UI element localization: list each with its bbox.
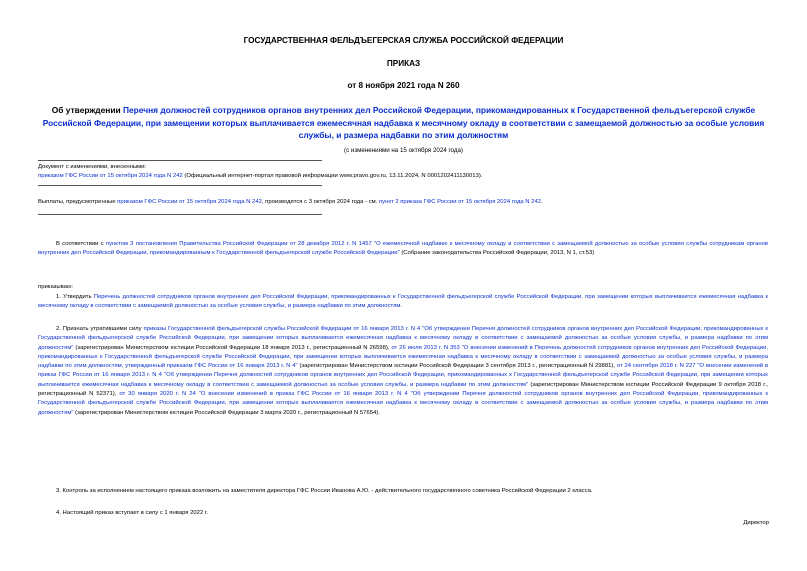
- paragraph-2: [38, 325, 768, 418]
- title-prefix: Об утверждении: [51, 105, 121, 115]
- amend-rest: (Официальный интернет-портал правовой информации www.pravo.gov.ru, 13.11.2024, N 0001202411130013).: [184, 173, 483, 180]
- payments-note: [38, 198, 768, 207]
- divider-top: [38, 160, 322, 161]
- p2-text-e: (зарегистрирован Министерством юстиции Российской Федерации 3 марта 2020 г., регистрационный N 57654).: [75, 409, 380, 416]
- payments-link-1[interactable]: приказом ГФС России от 15 октября 2024 года N 242: [117, 199, 262, 205]
- payments-text-a: Выплаты, предусмотренные: [38, 199, 116, 205]
- p2-link-1[interactable]: приказы Государственной фельдъегерской службы Российской Федерации от 16 января 2013 г. N 4 "Об утверждении Перечня должностей сотрудников органов внутренних дел Российской Федерации, прикомандированных к Государственной фельдъегерской службе Российской Федерации, при замещении которых выплачивается ежемесячная надбавка к месячному окладу в соответствии с замещаемой должностью за особые условия службы, и размера надбавки по этим должностям": [38, 326, 769, 351]
- preamble-paragraph: [38, 240, 768, 259]
- p1-text-b: .: [400, 303, 403, 310]
- paragraph-1: [38, 293, 768, 312]
- order-word: приказываю:: [38, 284, 74, 290]
- preamble-text-a: В соответствии с: [56, 241, 104, 247]
- p1-text-a: 1. Утвердить: [56, 294, 92, 300]
- signature-title: Директор: [743, 520, 769, 526]
- preamble-link[interactable]: пунктом 3 постановления Правительства Российской Федерации от 28 декабря 2012 г. N 1457 "О ежемесячной надбавке к месячному окладу в соответствии с замещаемой должностью за особые условия службы сотрудникам органов внутренних дел Российской Федерации, прикомандированным к Государственной фельдъегерской службе Российской Федерации": [38, 241, 769, 257]
- p2-text-d: (зарегистрирован Министерством юстиции Российской Федерации 9 октября 2018 г., регистрационный N 52371),: [38, 381, 768, 398]
- payments-text-b: , производятся с 3 октября 2024 года - см.: [261, 199, 378, 205]
- amend-line: [38, 172, 768, 181]
- p2-text-b: (зарегистрирован Министерством юстиции Российской Федерации 18 января 2013 г., регистрационный N 26598),: [75, 344, 390, 351]
- p1-link[interactable]: Перечень должностей сотрудников органов внутренних дел Российской Федерации, прикомандированных к Государственной фельдъегерской службе Российской Федерации, при замещении которых выплачивается ежемесячная надбавка к месячному окладу в соответствии с замещаемой должностью за особые условия службы, и размера надбавки по этим должностям: [38, 294, 769, 310]
- p2-link-2[interactable]: от 26 июля 2013 г. N 353 "О внесении изменений в Перечень должностей сотрудников органов внутренних дел Российской Федерации, прикомандированных к Государственной фельдъегерской службе Российской Федерации, при замещении которых выплачивается ежемесячная надбавка к месячному окладу в соответствии с замещаемой должностью за особые условия службы, и размера надбавки по этим должностям, утвержденный приказом ГФС России от 16 января 2013 г. N 4": [38, 344, 769, 370]
- doc-type: ПРИКАЗ: [386, 59, 421, 68]
- amend-label: Документ с изменениями, внесенными:: [38, 164, 147, 170]
- subtitle-amendments: (с изменениями на 15 октября 2024 года): [344, 147, 463, 154]
- payments-link-2[interactable]: пункт 2 приказа ГФС России от 15 октября 2024 года N 242: [378, 199, 542, 205]
- title-link[interactable]: Перечня должностей сотрудников органов внутренних дел Российской Федерации, прикомандированных к Государственной фельдъегерской службе Российской Федерации, при замещении которых выплачивается ежемесячная надбавка к месячному окладу в соответствии с замещаемой должностью за особые условия службы, и размера надбавки по этим должностям: [42, 105, 765, 140]
- divider-bottom: [38, 214, 322, 215]
- preamble-text-b: (Собрание законодательства Российской Федерации, 2013, N 1, ст.53): [401, 250, 595, 257]
- paragraph-3: 3. Контроль за исполнением настоящего приказа возложить на заместителя директора ГФС России Иванова А.Ю. - действительного государственного советника Российской Федерации 2 класса.: [56, 488, 593, 494]
- p2-text-c: (зарегистрирован Министерством юстиции Российской Федерации 3 сентября 2013 г., регистрационный N 29881),: [299, 363, 615, 370]
- agency-name: ГОСУДАРСТВЕННАЯ ФЕЛЬДЪЕГЕРСКАЯ СЛУЖБА РОССИЙСКОЙ ФЕДЕРАЦИИ: [243, 36, 564, 45]
- amend-link[interactable]: приказом ГФС России от 15 октября 2024 года N 242: [38, 173, 183, 180]
- divider-mid: [38, 185, 322, 186]
- p2-link-3[interactable]: от 24 сентября 2018 г. N 227 "О внесении изменений в приказ ГФС России от 16 января 2013 г. N 4 "Об утверждении Перечня должностей сотрудников органов внутренних дел Российской Федерации, прикомандированных к Государственной фельдъегерской службе Российской Федерации, при замещении которых выплачивается ежемесячная надбавка к месячному окладу в соответствии с замещаемой должностью за особые условия службы, и размера надбавки по этим должностям": [38, 363, 768, 388]
- payments-text-c: .: [541, 199, 543, 205]
- date-number: от 8 ноября 2021 года N 260: [347, 81, 460, 90]
- paragraph-4: 4. Настоящий приказ вступает в силу с 1 января 2022 г.: [56, 510, 208, 516]
- p2-text-a: 2. Признать утратившими силу: [56, 326, 142, 332]
- p2-link-4[interactable]: от 30 января 2020 г. N 24 "О внесении изменений в приказ ГФС России от 16 января 2013 г. N 4 "Об утверждении Перечня должностей сотрудников органов внутренних дел Российской Федерации, прикомандированных к Государственной фельдъегерской службе Российской Федерации, при замещении которых выплачивается ежемесячная надбавка к месячному окладу в соответствии с замещаемой должностью за особые условия службы, и размера надбавки по этим должностям": [38, 391, 768, 416]
- document-title: [28, 104, 779, 142]
- amend-block: [38, 163, 768, 182]
